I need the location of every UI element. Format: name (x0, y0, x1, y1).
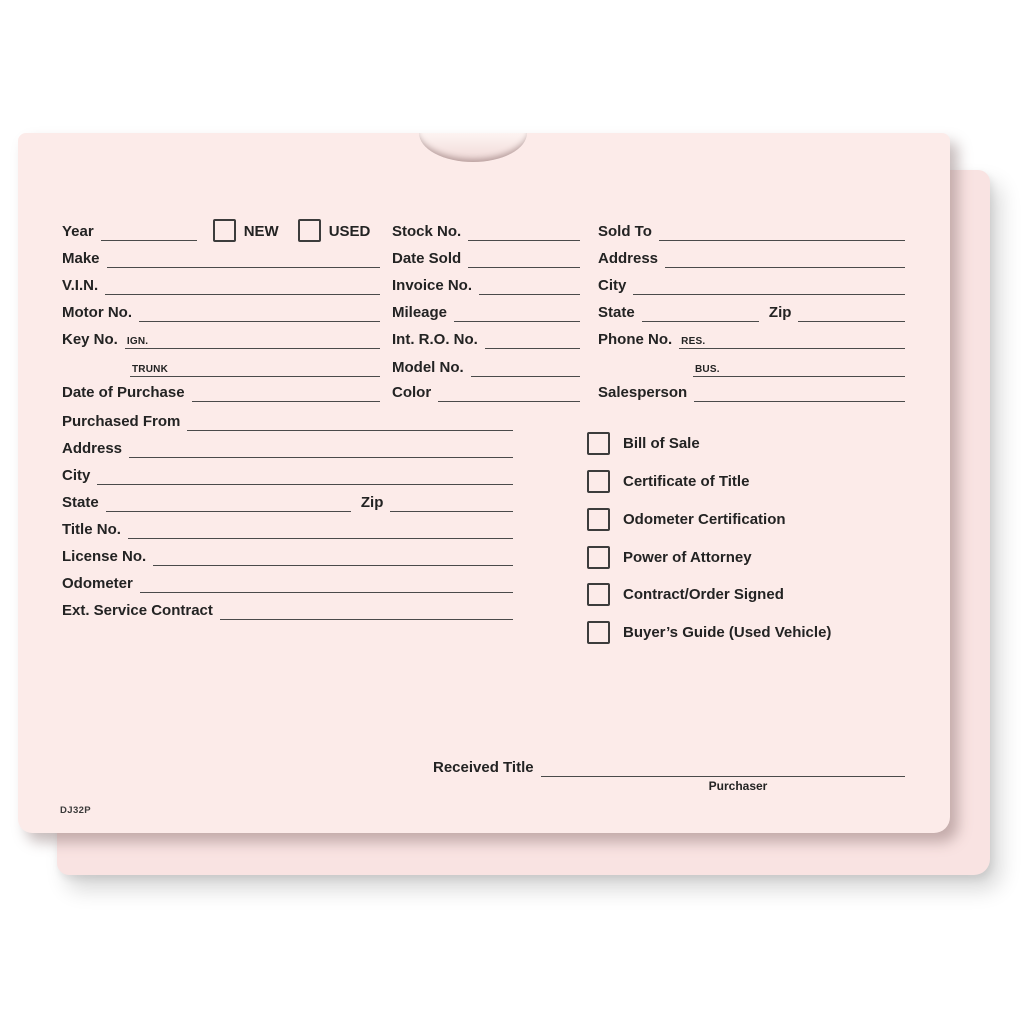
bus-label: BUS. (695, 364, 720, 375)
field-stock-no (392, 221, 580, 241)
buyers-guide-label: Buyer’s Guide (Used Vehicle) (623, 624, 832, 641)
field-phone-res (598, 329, 905, 349)
ext-service-contract-label: Ext. Service Contract (62, 602, 213, 619)
seller-state-label: State (62, 494, 99, 511)
invoice-no-underline (479, 278, 580, 295)
field-year (62, 221, 384, 241)
used-checkbox (298, 219, 321, 242)
buyer-state-underline (642, 305, 759, 322)
stock-no-label: Stock No. (392, 223, 462, 240)
checkbox-row-power-of-attorney (587, 546, 752, 569)
field-date-of-purchase (62, 382, 380, 402)
seller-address-label: Address (62, 440, 123, 457)
bill-of-sale-checkbox (587, 432, 610, 455)
seller-state-underline (106, 495, 351, 512)
stock-no-underline (468, 224, 580, 241)
field-invoice-no (392, 275, 580, 295)
buyer-zip-underline (798, 305, 905, 322)
received-title-underline (541, 760, 905, 777)
buyer-city-label: City (598, 277, 627, 294)
sold-to-underline (659, 224, 905, 241)
motor-no-label: Motor No. (62, 304, 132, 321)
vin-label: V.I.N. (62, 277, 99, 294)
contract-order-signed-label: Contract/Order Signed (623, 586, 784, 603)
checkbox-row-bill-of-sale (587, 432, 700, 455)
phone-bus-underline (693, 360, 905, 377)
ign-label: IGN. (126, 336, 149, 347)
seller-city-underline (97, 468, 513, 485)
field-vin (62, 275, 380, 295)
seller-city-label: City (62, 467, 91, 484)
ext-service-contract-underline (220, 603, 513, 620)
mileage-label: Mileage (392, 304, 448, 321)
checkbox-row-odometer-certification (587, 508, 786, 531)
vin-underline (105, 278, 380, 295)
model-no-label: Model No. (392, 359, 464, 376)
key-no-trunk-underline (130, 360, 380, 377)
res-label: RES. (681, 336, 706, 347)
buyer-state-label: State (598, 304, 635, 321)
key-no-label: Key No. (62, 331, 118, 348)
field-color (392, 382, 580, 402)
buyer-zip-label: Zip (768, 304, 792, 321)
odometer-underline (140, 576, 513, 593)
field-key-no-trunk (130, 357, 380, 377)
color-label: Color (392, 384, 432, 401)
field-date-sold (392, 248, 580, 268)
key-no-ign-underline (125, 332, 380, 349)
salesperson-label: Salesperson (598, 384, 688, 401)
field-buyer-state-zip (598, 302, 905, 322)
checkbox-row-buyers-guide (587, 621, 831, 644)
field-buyer-address (598, 248, 905, 268)
year-underline (101, 224, 197, 241)
title-no-underline (128, 522, 513, 539)
certificate-of-title-checkbox (587, 470, 610, 493)
date-of-purchase-label: Date of Purchase (62, 384, 185, 401)
seller-address-underline (129, 441, 513, 458)
field-sold-to (598, 221, 905, 241)
seller-zip-label: Zip (360, 494, 384, 511)
buyer-address-underline (665, 251, 905, 268)
make-label: Make (62, 250, 100, 267)
field-seller-city (62, 465, 513, 485)
make-underline (107, 251, 380, 268)
field-mileage (392, 302, 580, 322)
field-seller-state-zip (62, 492, 513, 512)
phone-res-underline (679, 332, 905, 349)
buyers-guide-checkbox (587, 621, 610, 644)
license-no-label: License No. (62, 548, 147, 565)
field-seller-address (62, 438, 513, 458)
field-motor-no (62, 302, 380, 322)
title-no-label: Title No. (62, 521, 121, 538)
field-received-title (433, 757, 905, 777)
date-sold-underline (468, 251, 580, 268)
field-int-ro-no (392, 329, 580, 349)
received-title-label: Received Title (433, 759, 534, 776)
field-buyer-city (598, 275, 905, 295)
field-salesperson (598, 382, 905, 402)
license-no-underline (153, 549, 513, 566)
power-of-attorney-label: Power of Attorney (623, 549, 752, 566)
sold-to-label: Sold To (598, 223, 652, 240)
field-key-no-ign (62, 329, 380, 349)
new-label: NEW (243, 223, 279, 240)
checkbox-row-certificate-of-title (587, 470, 749, 493)
thumb-cut-notch (419, 133, 527, 162)
odometer-certification-checkbox (587, 508, 610, 531)
purchased-from-label: Purchased From (62, 413, 181, 430)
form-code: DJ32P (60, 805, 92, 816)
field-license-no (62, 546, 513, 566)
field-title-no (62, 519, 513, 539)
motor-no-underline (139, 305, 380, 322)
power-of-attorney-checkbox (587, 546, 610, 569)
model-no-underline (471, 360, 580, 377)
field-make (62, 248, 380, 268)
date-of-purchase-underline (192, 385, 380, 402)
invoice-no-label: Invoice No. (392, 277, 473, 294)
trunk-label: TRUNK (132, 364, 168, 375)
int-ro-no-label: Int. R.O. No. (392, 331, 478, 348)
contract-order-signed-checkbox (587, 583, 610, 606)
used-label: USED (328, 223, 371, 240)
field-phone-bus (693, 357, 905, 377)
odometer-certification-label: Odometer Certification (623, 511, 786, 528)
new-checkbox (213, 219, 236, 242)
color-underline (438, 385, 580, 402)
deal-jacket-envelope (18, 133, 950, 833)
bill-of-sale-label: Bill of Sale (623, 435, 700, 452)
field-odometer (62, 573, 513, 593)
field-purchased-from (62, 411, 513, 431)
field-model-no (392, 357, 580, 377)
purchased-from-underline (187, 414, 513, 431)
phone-no-label: Phone No. (598, 331, 673, 348)
salesperson-underline (694, 385, 905, 402)
year-label: Year (62, 223, 94, 240)
certificate-of-title-label: Certificate of Title (623, 473, 750, 490)
odometer-label: Odometer (62, 575, 133, 592)
buyer-address-label: Address (598, 250, 659, 267)
int-ro-no-underline (485, 332, 580, 349)
seller-zip-underline (390, 495, 513, 512)
mileage-underline (454, 305, 580, 322)
field-ext-service-contract (62, 600, 513, 620)
buyer-city-underline (633, 278, 905, 295)
date-sold-label: Date Sold (392, 250, 462, 267)
checkbox-row-contract-order-signed (587, 583, 784, 606)
purchaser-label: Purchaser (708, 779, 768, 793)
